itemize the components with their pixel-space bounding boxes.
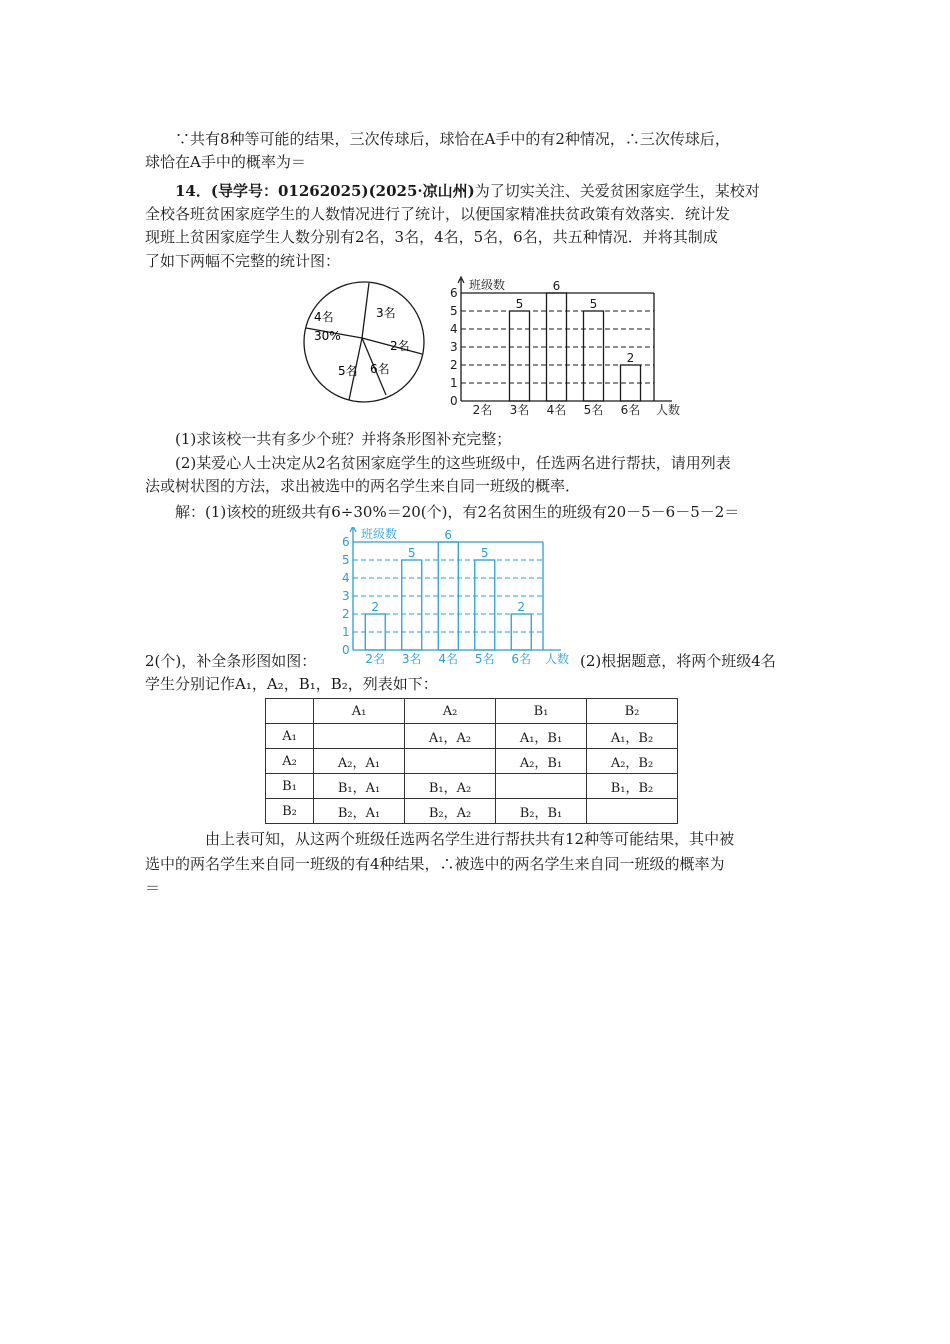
x-tick-label: 6名 bbox=[620, 403, 641, 417]
table-cell: B₂，A₁ bbox=[314, 799, 405, 824]
table-row bbox=[266, 799, 678, 824]
table-cell: B₁，A₂ bbox=[405, 774, 496, 799]
solution-line-2-left: 2(个)，补全条形图如图： bbox=[145, 652, 317, 670]
y-tick-label: 5 bbox=[342, 553, 350, 567]
y-tick-label: 5 bbox=[450, 304, 458, 318]
intro-line-1: ∵共有8种等可能的结果，三次传球后，球恰在A手中的有2种情况，∴三次传球后， bbox=[175, 130, 730, 148]
pie-chart bbox=[300, 278, 430, 408]
pie-label-6: 6名 bbox=[370, 362, 390, 376]
y-axis-title: 班级数 bbox=[361, 527, 398, 541]
y-tick-label: 4 bbox=[450, 322, 458, 336]
problem-line-1 bbox=[175, 180, 845, 202]
pie-percent-label: 30% bbox=[314, 329, 341, 343]
table-cell: B₁ bbox=[496, 699, 587, 724]
problem-line-4: 了如下两幅不完整的统计图： bbox=[145, 252, 341, 270]
y-tick-label: 0 bbox=[450, 394, 458, 408]
table-cell: A₁，B₁ bbox=[496, 724, 587, 749]
y-axis-title: 班级数 bbox=[469, 278, 506, 292]
table-cell bbox=[405, 749, 496, 774]
table-cell: B₁，A₁ bbox=[314, 774, 405, 799]
bar-value-label: 2 bbox=[371, 600, 380, 614]
solution-line-2-right: (2)根据题意，将两个班级4名 bbox=[580, 652, 776, 670]
bar bbox=[510, 311, 530, 401]
question-2-line-1: (2)某爱心人士决定从2名贫困家庭学生的这些班级中，任选两名进行帮扶，请用列表 bbox=[175, 454, 731, 472]
table-cell: A₁，A₂ bbox=[405, 724, 496, 749]
table-cell bbox=[266, 699, 314, 724]
table-cell: A₁ bbox=[266, 724, 314, 749]
bar-value-label: 6 bbox=[552, 279, 561, 293]
y-tick-label: 1 bbox=[342, 625, 350, 639]
x-tick-label: 6名 bbox=[511, 652, 532, 666]
bar-value-label: 5 bbox=[407, 546, 416, 560]
x-tick-label: 2名 bbox=[365, 652, 386, 666]
bar-value-label: 5 bbox=[480, 546, 489, 560]
table-header-row bbox=[266, 699, 678, 724]
x-tick-label: 4名 bbox=[438, 652, 459, 666]
table-cell: B₂，B₁ bbox=[496, 799, 587, 824]
listing-table bbox=[265, 698, 678, 824]
question-1: (1)求该校一共有多少个班？并将条形图补充完整； bbox=[175, 430, 512, 448]
table-cell: B₁ bbox=[266, 774, 314, 799]
x-tick-label: 5名 bbox=[474, 652, 495, 666]
y-tick-label: 0 bbox=[342, 643, 350, 657]
bar-value-label: 6 bbox=[444, 528, 453, 542]
table-cell: A₂，A₁ bbox=[314, 749, 405, 774]
table-cell: A₂ bbox=[405, 699, 496, 724]
y-tick-label: 4 bbox=[342, 571, 350, 585]
problem-line-3: 现班上贫困家庭学生人数分别有2名，3名，4名，5名，6名，共五种情况．并将其制成 bbox=[145, 228, 718, 246]
table-cell: A₂，B₁ bbox=[496, 749, 587, 774]
pie-label-2: 2名 bbox=[390, 339, 410, 353]
table-cell: A₁，B₂ bbox=[587, 724, 678, 749]
problem-line-2: 全校各班贫困家庭学生的人数情况进行了统计，以便国家精准扶贫政策有效落实．统计发 bbox=[145, 205, 731, 223]
table-row bbox=[266, 749, 678, 774]
table-row bbox=[266, 724, 678, 749]
y-tick-label: 2 bbox=[342, 607, 350, 621]
bar-chart-incomplete bbox=[440, 273, 690, 421]
solution-line-3: 学生分别记作A₁，A₂，B₁，B₂，列表如下： bbox=[145, 675, 438, 693]
conclusion-line-2: 选中的两名学生来自同一班级的有4种结果，∴被选中的两名学生来自同一班级的概率为 bbox=[145, 855, 725, 873]
y-tick-label: 3 bbox=[450, 340, 458, 354]
table-cell: B₁，B₂ bbox=[587, 774, 678, 799]
pie-label-4: 4名 bbox=[314, 310, 334, 324]
table-row bbox=[266, 774, 678, 799]
x-tick-label: 5名 bbox=[583, 403, 604, 417]
y-tick-label: 6 bbox=[450, 286, 458, 300]
problem-line-1-rest: 为了切实关注、关爱贫困家庭学生，某校对 bbox=[474, 182, 760, 200]
pie-label-5: 5名 bbox=[338, 364, 358, 378]
bar-value-label: 2 bbox=[626, 351, 635, 365]
bar-chart-completed bbox=[325, 527, 580, 670]
table-cell: A₂，B₂ bbox=[587, 749, 678, 774]
x-tick-label: 3名 bbox=[509, 403, 530, 417]
bar bbox=[402, 560, 422, 650]
y-tick-label: 6 bbox=[342, 535, 350, 549]
y-tick-label: 2 bbox=[450, 358, 458, 372]
bar bbox=[475, 560, 495, 650]
y-tick-label: 3 bbox=[342, 589, 350, 603]
x-axis-title: 人数 bbox=[545, 652, 570, 666]
x-axis-title: 人数 bbox=[656, 403, 681, 417]
table-cell: A₁ bbox=[314, 699, 405, 724]
table-cell bbox=[496, 774, 587, 799]
y-tick-label: 1 bbox=[450, 376, 458, 390]
table-cell bbox=[314, 724, 405, 749]
problem-ref: (导学号：01262025)(2025·凉山州) bbox=[210, 182, 475, 200]
bar-value-label: 5 bbox=[515, 297, 524, 311]
intro-line-2: 球恰在A手中的概率为＝ bbox=[145, 153, 306, 171]
x-tick-label: 4名 bbox=[546, 403, 567, 417]
table-cell bbox=[587, 799, 678, 824]
table-cell: B₂，A₂ bbox=[405, 799, 496, 824]
bar bbox=[584, 311, 604, 401]
problem-number: 14． bbox=[175, 182, 211, 200]
pie-divider bbox=[362, 283, 369, 338]
table-cell: B₂ bbox=[266, 799, 314, 824]
pie-label-3: 3名 bbox=[376, 306, 396, 320]
bar bbox=[365, 614, 385, 650]
table-cell: B₂ bbox=[587, 699, 678, 724]
conclusion-line-1: 由上表可知，从这两个班级任选两名学生进行帮扶共有12种等可能结果，其中被 bbox=[205, 830, 735, 848]
bar-value-label: 5 bbox=[589, 297, 598, 311]
x-tick-label: 3名 bbox=[401, 652, 422, 666]
conclusion-line-3: ＝ bbox=[145, 879, 161, 897]
bar-value-label: 2 bbox=[517, 600, 526, 614]
x-tick-label: 2名 bbox=[472, 403, 493, 417]
solution-line-1: 解：(1)该校的班级共有6÷30%＝20(个)，有2名贫困生的班级有20－5－6－5－2＝ bbox=[175, 503, 740, 521]
table-cell: A₂ bbox=[266, 749, 314, 774]
question-2-line-2: 法或树状图的方法，求出被选中的两名学生来自同一班级的概率． bbox=[145, 477, 581, 495]
